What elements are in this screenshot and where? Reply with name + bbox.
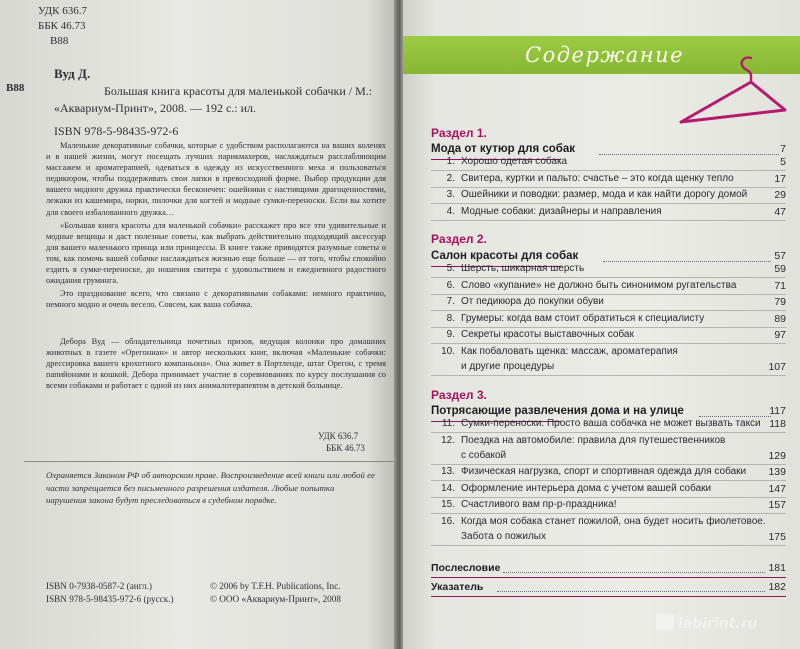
toc-item-title: Физическая нагрузка, спорт и спортивная одежда для собаки	[461, 466, 747, 477]
toc-item-number: 13.	[441, 466, 455, 477]
toc-page-number: 79	[774, 296, 786, 308]
toc-title: Содержание	[525, 43, 685, 67]
toc-item-number: 9.	[446, 329, 455, 340]
udk-code: УДК 636.7	[38, 5, 88, 17]
row-rule	[431, 464, 786, 465]
toc-item-title: От педикюра до покупки обуви	[461, 296, 604, 307]
row-rule	[431, 497, 786, 498]
toc-item-number: 11.	[441, 418, 455, 429]
toc-page-number: 59	[774, 263, 786, 275]
toc-item-title: Хорошо одетая собака	[461, 156, 568, 167]
row-rule	[431, 480, 786, 481]
dot-leader	[503, 572, 765, 573]
toc-page-number: 118	[769, 418, 786, 430]
author-sign: В88	[50, 35, 69, 47]
annotation-paragraph: «Большая книга красоты для маленькой собачки» расскажет про все эти удивительные и модные вещицы и даст полезные советы, как выбрать действительно подходящий аксессуар для вашего маленького принца или принцессы. В книге также приводятся разумные советы о том, как помочь вашей собачке наслаждаться жизнью еще больше — от того, чтобы спокойно ездить в сумке-переноске, до ношения свитера с удовольствием и ежедневного радостного ожидания груминга.	[46, 220, 386, 286]
hanger-icon	[673, 52, 793, 130]
toc-item-number: 16.	[441, 515, 455, 527]
toc-item-title-continued: и другие процедуры	[461, 360, 555, 372]
toc-item-number: 4.	[446, 205, 455, 217]
toc-item-number: 15.	[441, 499, 455, 510]
toc-page-number: 47	[774, 205, 786, 218]
toc-page-number: 97	[774, 329, 786, 341]
toc-page-number: 5	[780, 156, 786, 168]
row-rule	[431, 187, 786, 188]
isbn-russian: ISBN 978-5-98435-972-6 (русск.)	[46, 593, 174, 604]
toc-item-title: Модные собаки: дизайнеры и направления	[461, 205, 662, 217]
toc-item-number: 6.	[446, 279, 455, 291]
toc-item-title: Шерсть, шикарная шерсть	[461, 263, 585, 274]
copyright-translation: © ООО «Аквариум-Принт», 2008	[210, 593, 341, 604]
row-rule	[431, 545, 786, 546]
toc-item-title-continued: с собакой	[461, 449, 507, 461]
dot-leader	[699, 416, 771, 417]
toc-item-title: Слово «купание» не должно быть синонимом ругательства	[461, 279, 737, 291]
author-name: Вуд Д.	[54, 66, 91, 81]
section-page-number: 7	[780, 143, 786, 155]
section-rule	[431, 596, 786, 597]
section-title: Мода от кутюр для собак	[431, 143, 576, 155]
bbk-code: ББК 46.73	[326, 443, 365, 453]
section-title: Потрясающие развлечения дома и на улице	[431, 405, 684, 417]
row-rule	[431, 294, 786, 295]
section-label: Раздел 2.	[431, 232, 487, 246]
toc-item-title-continued: Забота о пожилых	[461, 530, 546, 542]
row-rule	[431, 220, 786, 221]
section-label: Раздел 3.	[431, 388, 487, 402]
toc-item-title: Сумки-переноски. Просто ваша собачка не может вызвать такси	[461, 418, 761, 429]
toc-page-number: 129	[768, 449, 786, 462]
toc-item-title: Счастливого вам пр-р-праздника!	[461, 499, 617, 510]
toc-page-number: 147	[768, 482, 786, 495]
toc-page-number: 17	[774, 172, 786, 185]
section-label: Раздел 1.	[431, 126, 487, 140]
divider	[24, 461, 394, 462]
toc-page-number: 71	[774, 279, 786, 292]
dot-leader	[603, 261, 771, 262]
row-rule	[431, 432, 786, 433]
toc-page-number: 89	[774, 312, 786, 325]
toc-page-number: 157	[768, 499, 786, 511]
toc-item-title: Секреты красоты выставочных собак	[461, 329, 634, 340]
toc-item-title: Оформление интерьера дома с учетом вашей собаки	[461, 482, 712, 494]
left-page	[0, 0, 398, 649]
toc-item-number: 5.	[446, 263, 455, 274]
row-rule	[431, 203, 786, 204]
toc-item-number: 8.	[446, 312, 455, 324]
book-logo-icon	[656, 614, 674, 630]
section-page-number: 57	[774, 250, 786, 262]
row-rule	[431, 375, 786, 376]
section-rule	[431, 577, 786, 578]
toc-page-number: 139	[768, 466, 786, 478]
toc-item-number: 1.	[446, 156, 455, 167]
row-rule	[431, 327, 786, 328]
toc-item-title: Поездка на автомобиле: правила для путешественников	[461, 434, 726, 446]
toc-page-number: 175	[768, 530, 786, 543]
row-rule	[431, 343, 786, 344]
index-page: 182	[768, 581, 786, 593]
isbn-list	[46, 580, 174, 605]
watermark-text: labirint.ru	[678, 616, 758, 632]
udk-block-bottom	[318, 430, 365, 454]
copyright-notice: Охраняется Законом РФ об авторском праве. Воспроизведение всей книги или любой ее части запрещается без письменного разрешения издателя. Любые попытки нарушения закона будут преследоваться в судебном порядке.	[46, 470, 375, 505]
toc-item-title: Как побаловать щенка: массаж, ароматерапия	[461, 345, 678, 357]
toc-item-number: 3.	[446, 189, 455, 200]
annotation-paragraph: Маленькие декоративные собачки, которые с удобством располагаются на ваших коленях и в нашей жизни, могут посещать лучших парикмахеров, наслаждаться расслабляющим массажем и ароматерапией, одеваться в одежду из искусственного меха и пользоваться педикюром, чтобы поддерживать свои лапки в превосходной форме. Выбор продукции для вашего модного дружка практически бесконечен: ошейники с настоящими драгоценностями, лежаки из кашемира, норки, пилочки для когтей и модные сумки-переноски. Если вы хотите для своего избалованного дружка…	[46, 141, 386, 217]
index-label: Указатель	[431, 581, 484, 593]
isbn-main: ISBN 978-5-98435-972-6	[54, 124, 179, 138]
watermark	[656, 614, 758, 632]
dot-leader	[599, 154, 779, 155]
row-rule	[431, 513, 786, 514]
toc-item-title: Когда моя собака станет пожилой, она будет носить фиолетовое.	[461, 515, 766, 527]
toc-page-number: 107	[768, 360, 786, 373]
section-page-number: 117	[769, 405, 786, 417]
annotation-paragraph: Это празднование всего, что связано с декоративными собаками: немного практично, немного модно и очень весело. Совсем, как ваша собачка.	[46, 289, 386, 310]
toc-item-number: 12.	[441, 434, 455, 446]
udk-block-top	[38, 4, 87, 49]
copyright-original: © 2006 by T.F.H. Publications, Inc.	[210, 581, 341, 591]
section-title: Салон красоты для собак	[431, 250, 579, 262]
annotation	[46, 140, 386, 312]
right-page	[403, 0, 800, 649]
toc-item-title: Грумеры: когда вам стоит обратиться к специалисту	[461, 312, 705, 324]
author-bio: Дебора Вуд — обладательница почетных призов, ведущая колонки про домашних животных в газете «Орегониан» и автор нескольких книг, включая «Маленькие собачки: дрессировка вашего крохотного компаньона». Она живет в Портленде, штат Орегон, с тремя папийонами и кошкой. Дебора принимает участие в соревнованиях по курсу послушания со всеми собаками и работает с одной из них анималотерапевтом в детской больнице.	[46, 337, 386, 391]
toc-page-number: 29	[774, 189, 786, 201]
udk-code: УДК 636.7	[318, 431, 359, 441]
row-rule	[431, 277, 786, 278]
toc-item-title: Свитера, куртки и пальто: счастье – это когда щенку тепло	[461, 172, 734, 184]
author-sign-margin: В88	[6, 82, 25, 94]
row-rule	[431, 310, 786, 311]
toc-item-number: 2.	[446, 172, 455, 184]
isbn-english: ISBN 0-7938-0587-2 (англ.)	[46, 581, 152, 591]
afterword-label: Послесловие	[431, 562, 501, 574]
toc-item-title: Ошейники и поводки: размер, мода и как найти дорогу домой	[461, 189, 748, 200]
bbk-code: ББК 46.73	[38, 20, 86, 32]
toc-item-number: 7.	[446, 296, 455, 307]
toc-item-number: 14.	[441, 482, 455, 494]
catalog-line: Большая книга красоты для маленькой собачки / М.: «Аквариум-Принт», 2008. — 192 с.: ил.	[54, 84, 373, 115]
afterword-page: 181	[768, 562, 786, 574]
catalog-record	[54, 83, 389, 117]
copyright-list	[210, 580, 341, 605]
dot-leader	[497, 591, 765, 592]
toc-item-number: 10.	[441, 345, 455, 357]
row-rule	[431, 170, 786, 171]
